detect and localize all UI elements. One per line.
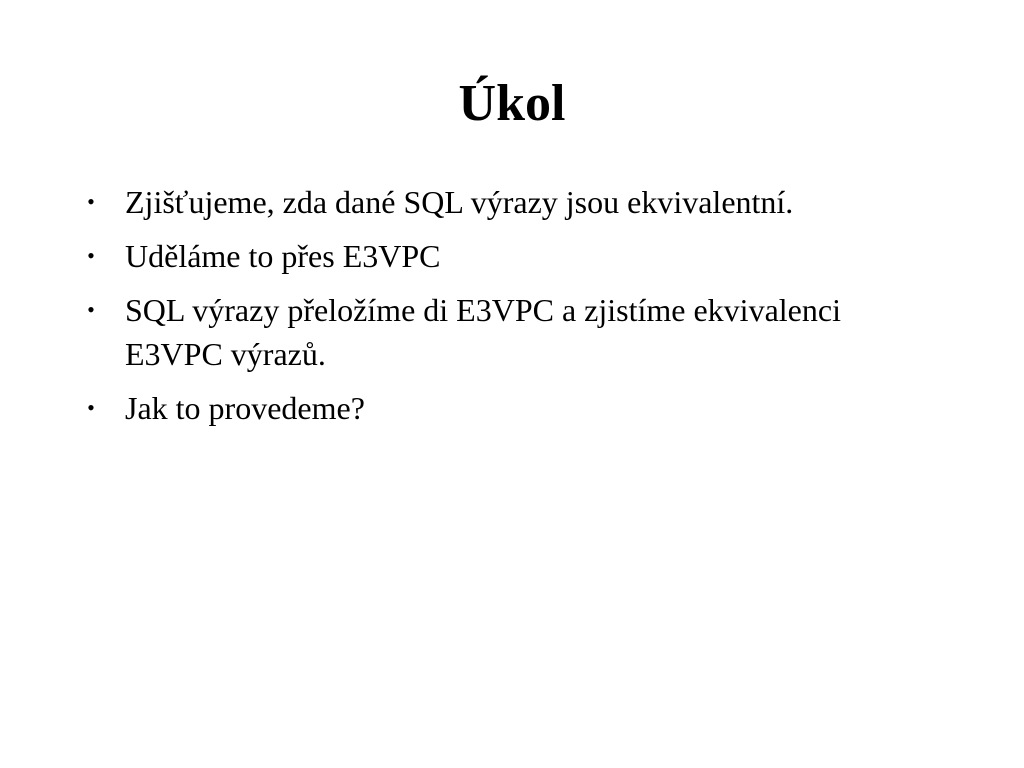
bullet-text: Zjišťujeme, zda dané SQL výrazy jsou ekvivalentní. [125,184,794,220]
bullet-list [84,180,844,440]
bullet-item [84,386,844,430]
bullet-item [84,234,844,278]
bullet-icon: • [87,297,95,322]
bullet-item [84,180,844,224]
bullet-text: Uděláme to přes E3VPC [125,238,441,274]
bullet-icon: • [87,243,95,268]
bullet-icon: • [87,395,95,420]
bullet-text: Jak to provedeme? [125,390,365,426]
bullet-icon: • [87,189,95,214]
slide-title: Úkol [458,75,566,132]
bullet-text: SQL výrazy přeložíme di E3VPC a zjistíme ekvivalenci E3VPC výrazů. [125,292,841,372]
bullet-item [84,288,844,376]
